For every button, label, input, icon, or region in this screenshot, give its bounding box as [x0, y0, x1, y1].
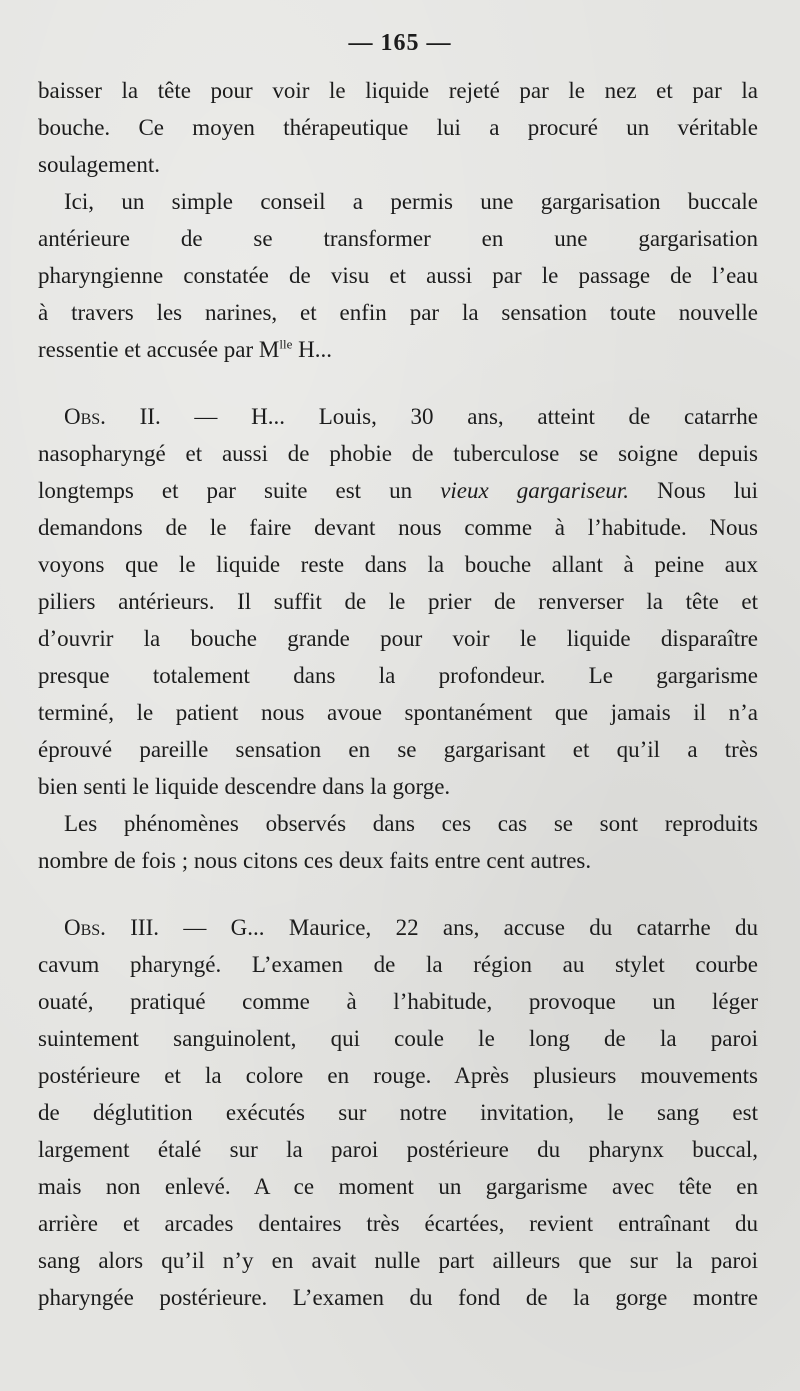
text-fragment: longtemps et par suite est un: [38, 478, 441, 503]
text-line: baisser la tête pour voir le liquide rejeté par le nez et par la: [38, 78, 758, 103]
text-line: arrière et arcades dentaires très écartées, revient entraînant du: [38, 1211, 758, 1236]
text-line: d’ouvrir la bouche grande pour voir le liquide disparaître: [38, 626, 758, 651]
italic-phrase: vieux gargariseur.: [440, 478, 630, 503]
text-line: terminé, le patient nous avoue spontanément que jamais il n’a: [38, 700, 758, 725]
text-line: de déglutition exécutés sur notre invitation, le sang est: [38, 1100, 758, 1125]
text-line: presque totalement dans la profondeur. Le gargarisme: [38, 663, 758, 688]
text-line: Ici, un simple conseil a permis une gargarisation buccale: [64, 189, 758, 214]
text-line: postérieure et la colore en rouge. Après plusieurs mouvements: [38, 1063, 758, 1088]
superscript: lle: [279, 336, 293, 352]
text-line: largement étalé sur la paroi postérieure du pharynx buccal,: [38, 1137, 758, 1162]
text-line: cavum pharyngé. L’examen de la région au stylet courbe: [38, 952, 758, 977]
observation-label: Obs. III.: [64, 915, 159, 940]
text-fragment: — H... Louis, 30 ans, atteint de catarrhe: [160, 404, 759, 429]
text-line: Les phénomènes observés dans ces cas se sont reproduits: [64, 811, 758, 836]
text-line: suintement sanguinolent, qui coule le long de la paroi: [38, 1026, 758, 1051]
text-line: [38, 331, 758, 368]
text-line: bien senti le liquide descendre dans la gorge.: [38, 774, 451, 799]
text-line: piliers antérieurs. Il suffit de le prier de renverser la tête et: [38, 589, 758, 614]
text-fragment: ressentie et accusée par M: [38, 337, 280, 362]
text-fragment: — G... Maurice, 22 ans, accuse du catarrhe du: [159, 915, 758, 940]
text-line: pharyngienne constatée de visu et aussi par le passage de l’eau: [38, 263, 758, 288]
paragraph-gap: [38, 368, 758, 398]
text-line: ouaté, pratiqué comme à l’habitude, provoque un léger: [38, 989, 758, 1014]
text-line: pharyngée postérieure. L’examen du fond de la gorge montre: [38, 1285, 758, 1310]
body-text: [38, 72, 758, 1316]
text-fragment: Nous lui: [629, 478, 759, 503]
observation-heading-line: [38, 909, 758, 946]
text-line: soulagement.: [38, 152, 160, 177]
text-line: à travers les narines, et enfin par la sensation toute nouvelle: [38, 300, 758, 325]
observation-label: Obs. II.: [64, 404, 161, 429]
text-line: nasopharyngé et aussi de phobie de tuberculose se soigne depuis: [38, 441, 758, 466]
text-line: bouche. Ce moyen thérapeutique lui a procuré un véritable: [38, 115, 758, 140]
text-line: antérieure de se transformer en une gargarisation: [38, 226, 758, 251]
text-line: mais non enlevé. A ce moment un gargarisme avec tête en: [38, 1174, 758, 1199]
page-number: — 165 —: [348, 30, 452, 56]
text-line: sang alors qu’il n’y en avait nulle part ailleurs que sur la paroi: [38, 1248, 758, 1273]
text-line: éprouvé pareille sensation en se gargarisant et qu’il a très: [38, 737, 758, 762]
text-line: [38, 472, 758, 509]
text-line: nombre de fois ; nous citons ces deux faits entre cent autres.: [38, 848, 592, 873]
text-fragment: H...: [292, 337, 333, 362]
text-line: demandons de le faire devant nous comme à l’habitude. Nous: [38, 515, 758, 540]
text-line: voyons que le liquide reste dans la bouche allant à peine aux: [38, 552, 758, 577]
observation-heading-line: [38, 398, 758, 435]
paragraph-gap: [38, 879, 758, 909]
